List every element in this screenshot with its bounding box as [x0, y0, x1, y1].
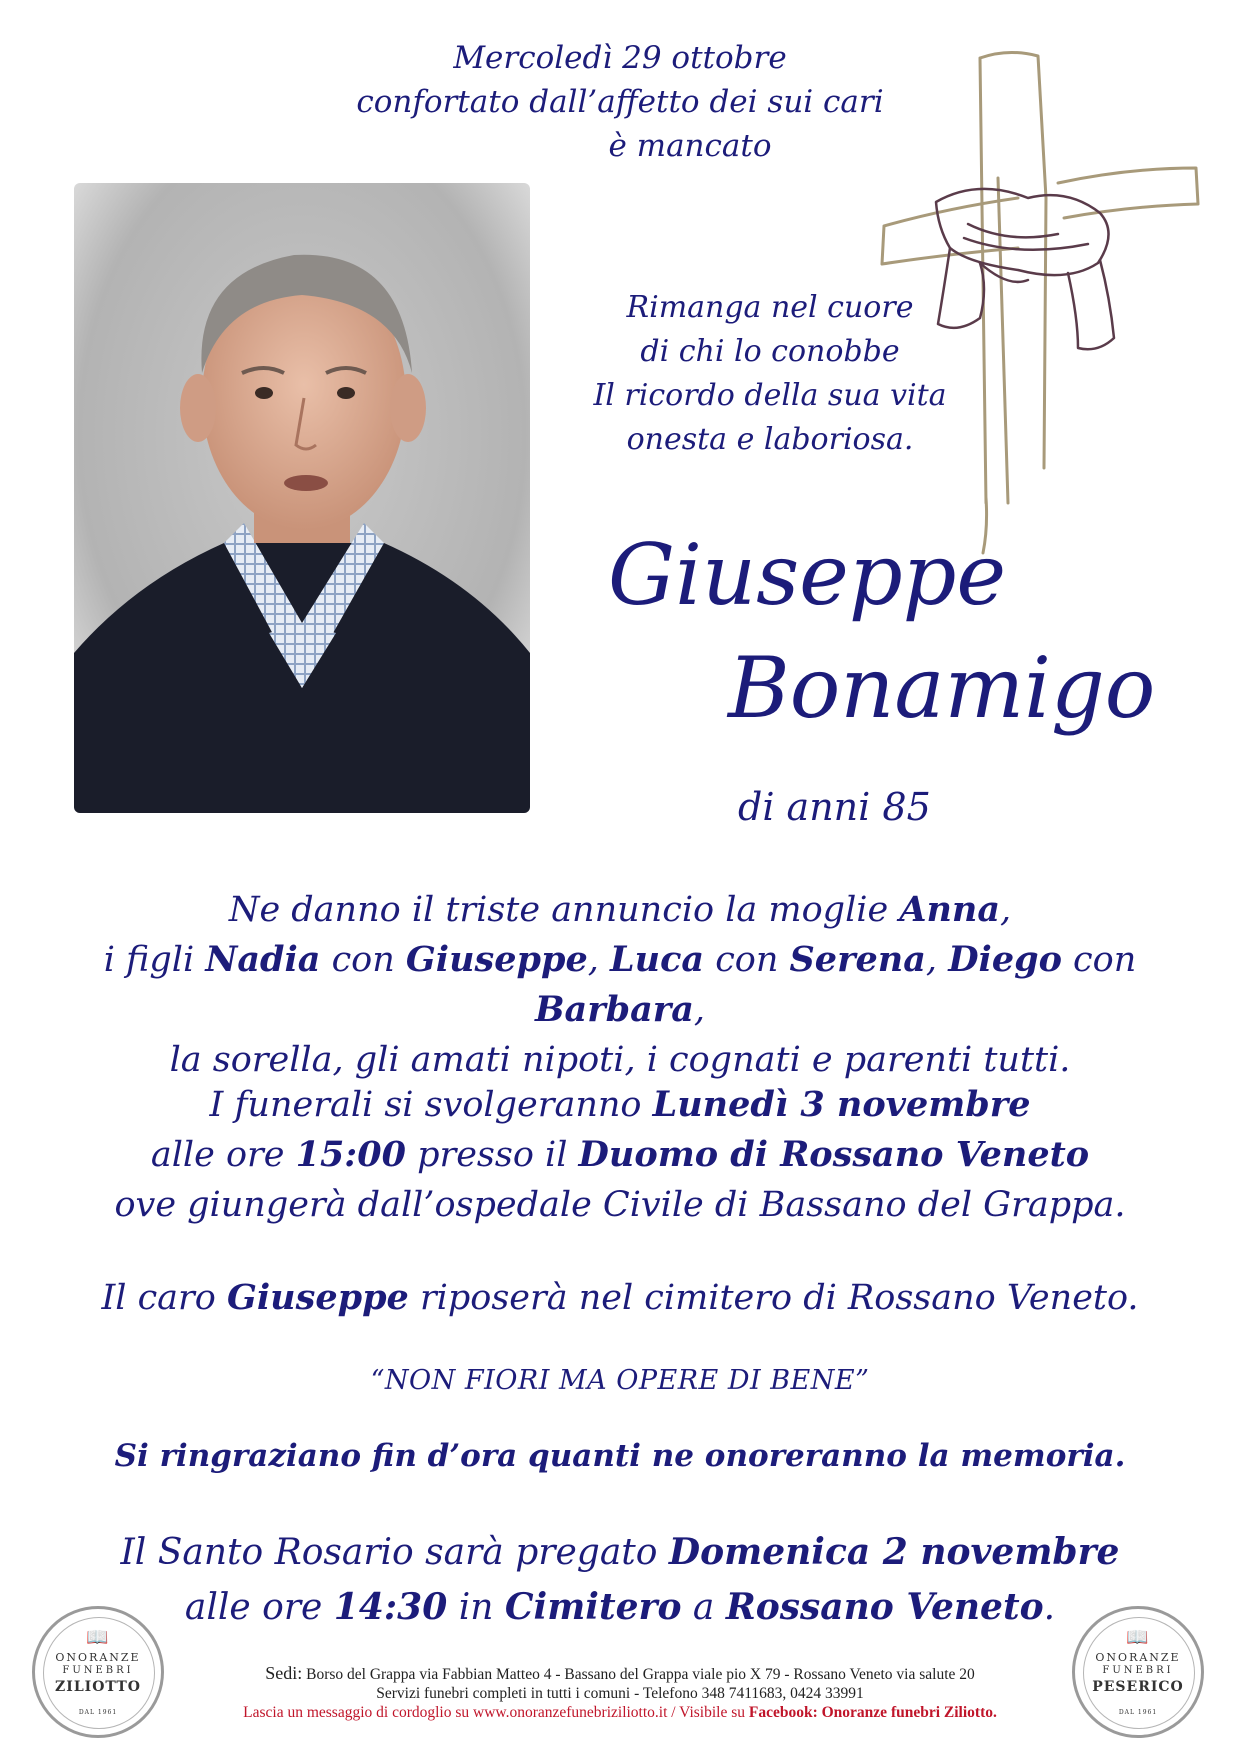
text-run: Il caro: [101, 1278, 227, 1318]
text-run: .: [1043, 1587, 1056, 1628]
intro-line: confortato dall’affetto dei sui cari: [356, 84, 884, 120]
funeral-line: [20, 1130, 1220, 1180]
text-run: con: [1061, 940, 1137, 980]
intro-block: [300, 36, 940, 168]
rosary-line: [20, 1525, 1220, 1580]
text-run: con: [320, 940, 406, 980]
logo-since: DAL 1961: [78, 1709, 118, 1716]
relative-name: Giuseppe: [405, 939, 588, 980]
verse-line: Il ricordo della sua vita: [593, 378, 947, 413]
text-run: presso il: [405, 1135, 579, 1175]
funeral-paragraph: [20, 1080, 1220, 1230]
announcement-paragraph: [20, 885, 1220, 1085]
thanks-line: Si ringraziano fin d’ora quanti ne onoreranno la memoria.: [114, 1438, 1126, 1474]
relative-name: Diego: [948, 939, 1062, 980]
logo-since: DAL 1961: [1118, 1709, 1158, 1716]
logo-text: ONORANZE: [1095, 1651, 1181, 1664]
relative-name: Luca: [610, 939, 705, 980]
logo-text: ONORANZE: [55, 1651, 141, 1664]
text-run: Il Santo Rosario sarà pregato: [120, 1532, 669, 1573]
footer-links: [170, 1703, 1070, 1722]
verse-line: di chi lo conobbe: [640, 334, 900, 369]
text-run: ,: [925, 940, 949, 980]
deceased-first-name: Giuseppe: [608, 526, 1007, 624]
rosary-place: Cimitero: [504, 1586, 682, 1628]
text-run: alle ore: [150, 1135, 296, 1175]
text-run: Ne danno il triste annuncio la moglie: [228, 890, 900, 930]
portrait-illustration: [74, 183, 530, 813]
no-flowers-note: “NON FIORI MA OPERE DI BENE”: [370, 1365, 870, 1396]
funeral-line: [20, 1080, 1220, 1130]
rosary-town: Rossano Veneto: [725, 1586, 1044, 1628]
announcement-line: [20, 935, 1220, 1035]
footer: [170, 1664, 1070, 1722]
peserico-logo: [1072, 1606, 1204, 1738]
rosary-date: Domenica 2 novembre: [668, 1531, 1120, 1573]
relative-name: Nadia: [205, 939, 321, 980]
text-run: con: [704, 940, 790, 980]
rosary-time: 14:30: [333, 1586, 448, 1628]
deceased-name-bold: Giuseppe: [226, 1277, 409, 1318]
logo-text: FUNEBRI: [1102, 1665, 1174, 1676]
verse-line: onesta e laboriosa.: [626, 422, 914, 457]
facebook-link[interactable]: Facebook: Onoranze funebri Ziliotto.: [748, 1704, 997, 1721]
text-run: riposerà nel cimitero di Rossano Veneto.: [408, 1278, 1139, 1318]
text-run: ,: [693, 990, 706, 1030]
intro-line: è mancato: [608, 128, 772, 164]
deceased-last-name: Bonamigo: [728, 639, 1156, 737]
footer-services: Servizi funebri completi in tutti i comuni - Telefono 348 7411683, 0424 33991: [376, 1685, 864, 1702]
deceased-age: di anni 85: [738, 785, 931, 829]
text-run: i figli: [103, 940, 206, 980]
logo-text: FUNEBRI: [62, 1665, 134, 1676]
footer-addresses: [170, 1664, 1070, 1684]
burial-line: [20, 1273, 1220, 1323]
book-icon: 📖: [86, 1627, 109, 1648]
book-icon: 📖: [1126, 1627, 1149, 1648]
announcement-line: la sorella, gli amati nipoti, i cognati e parenti tutti.: [169, 1040, 1071, 1080]
relative-name: Barbara: [534, 989, 694, 1030]
text-run: a: [681, 1587, 726, 1628]
memorial-verse: [580, 286, 960, 462]
funeral-time: 15:00: [295, 1134, 406, 1175]
text-run: I funerali si svolgeranno: [209, 1085, 653, 1125]
funeral-place: Duomo di Rossano Veneto: [578, 1134, 1090, 1175]
funeral-date: Lunedì 3 novembre: [652, 1084, 1031, 1125]
relative-name: Anna: [899, 889, 1001, 930]
logo-brand: ZILIOTTO: [55, 1679, 141, 1695]
footer-text: Borso del Grappa via Fabbian Matteo 4 - Bassano del Grappa viale pio X 79 - Rossano Veneto via salute 20: [302, 1666, 975, 1683]
logo-brand: PESERICO: [1092, 1679, 1184, 1695]
text-run: alle ore: [184, 1587, 334, 1628]
text-run: in: [447, 1587, 505, 1628]
announcement-line: [20, 885, 1220, 935]
rosary-line: [20, 1580, 1220, 1635]
verse-line: Rimanga nel cuore: [626, 290, 914, 325]
ziliotto-logo: [32, 1606, 164, 1738]
text-run: ,: [587, 940, 611, 980]
relative-name: Serena: [789, 939, 926, 980]
funeral-line: ove giungerà dall’ospedale Civile di Bassano del Grappa.: [114, 1185, 1126, 1225]
footer-label: Sedi:: [265, 1663, 303, 1683]
footer-link-text: Lascia un messaggio di cordoglio su www.onoranzefunebriziliotto.it / Visibile su: [243, 1704, 749, 1721]
rosary-paragraph: [20, 1525, 1220, 1635]
intro-date: Mercoledì 29 ottobre: [453, 40, 787, 76]
text-run: ,: [1000, 890, 1012, 930]
portrait-photo: [74, 183, 530, 813]
